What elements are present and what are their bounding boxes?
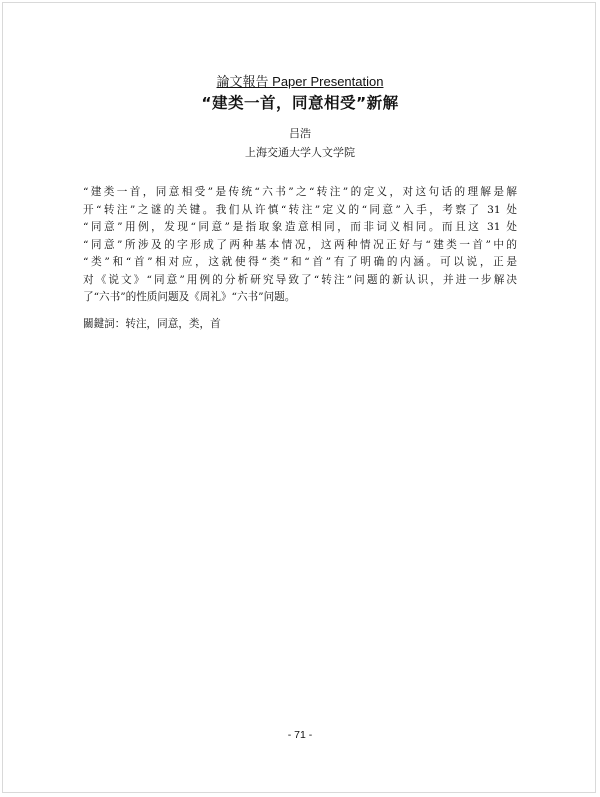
author-affiliation: 上海交通大学人文学院 (245, 146, 355, 159)
section-label: 論文報告 Paper Presentation (216, 74, 384, 89)
abstract (83, 184, 517, 307)
page-border (2, 2, 596, 793)
abstract-line: “同意”用例，发现“同意”是指取象造意相同，而非词义相同。而且这 31 处 (83, 221, 517, 233)
author-name: 吕浩 (289, 127, 311, 140)
abstract-line: “类”和“首”相对应，这就使得“类”和“首”有了明确的内涵。可以说，正是 (83, 256, 517, 268)
keywords: 關鍵詞：转注，同意，类，首 (83, 318, 221, 330)
abstract-line: 开“转注”之谜的关键。我们从许慎“转注”定义的“同意”入手，考察了 31 处 (83, 203, 517, 216)
abstract-line: 了“六书”的性质问题及《周礼》“六书”问题。 (83, 291, 296, 303)
abstract-line: “建类一首，同意相受”是传统“六书”之“转注”的定义，对这句话的理解是解 (83, 186, 517, 198)
abstract-line: “同意”所涉及的字形成了两种基本情况，这两种情况正好与“建类一首”中的 (83, 238, 517, 251)
abstract-line: 对《说文》“同意”用例的分析研究导致了“转注”问题的新认识，并进一步解决 (83, 273, 517, 286)
paper-title: “建类一首，同意相受”新解 (201, 94, 399, 112)
page-number: - 71 - (287, 729, 313, 741)
